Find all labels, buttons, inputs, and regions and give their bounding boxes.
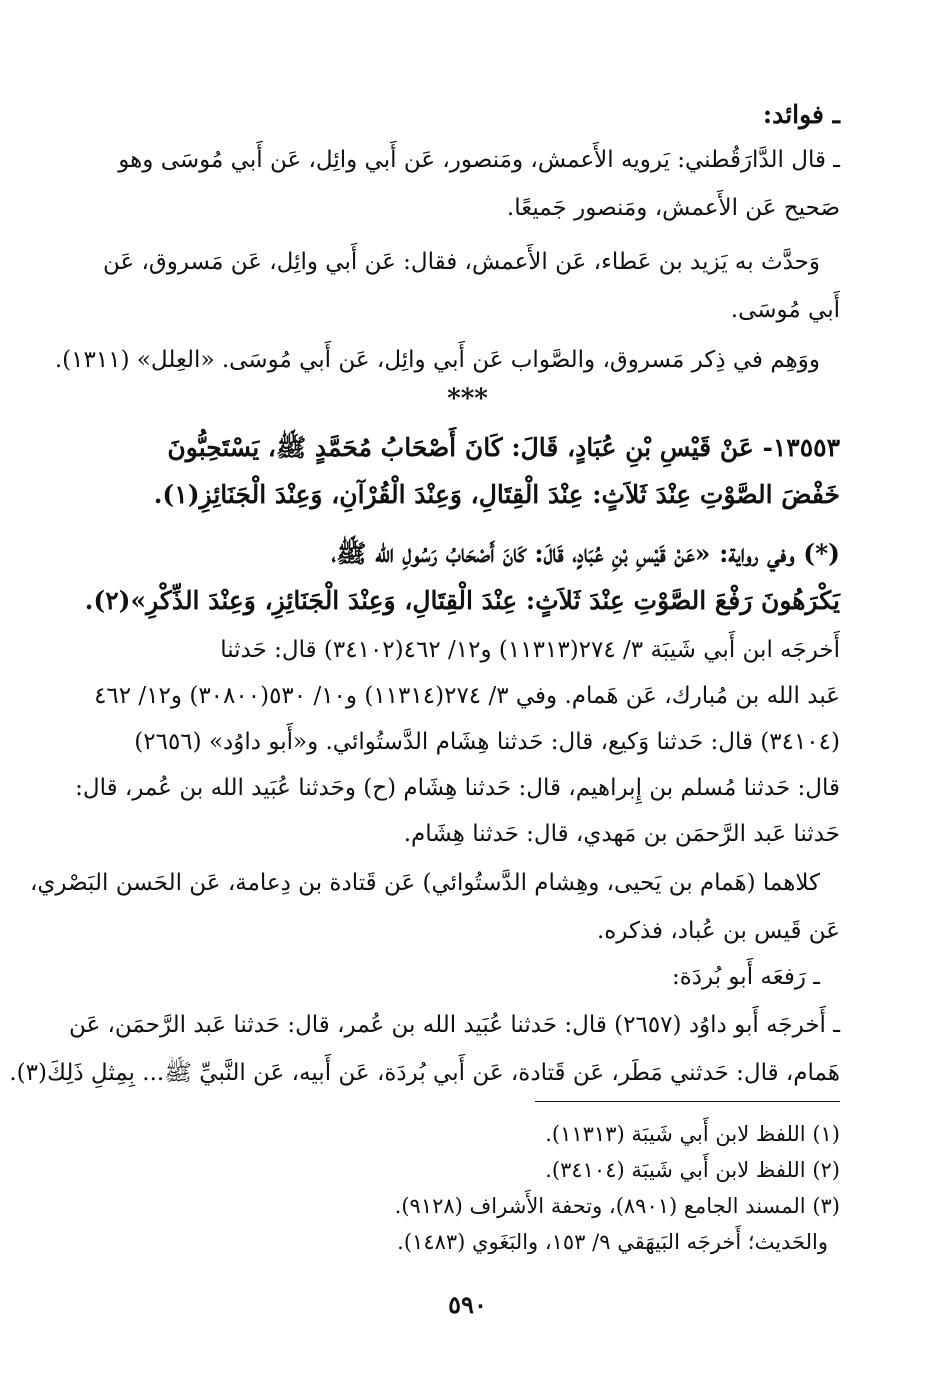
takhrij-line: هَمام، قال: حَدثني مَطَر، عَن قَتادة، عَن أَبي بُردَة، عَن أَبيه، عَن النَّبيِّ ﷺ... بِمِثلِ ذَلِكَ(٣). (9, 1060, 840, 1086)
footnote-divider (535, 1101, 840, 1102)
takhrij-line: كلاهما (هَمام بن يَحيى، وهِشام الدَّستُوائي) عَن قَتادة بن دِعامة، عَن الحَسن البَصْري، (29, 870, 820, 896)
hadith-line: خَفْضَ الصَّوْتِ عِنْدَ ثَلاَثٍ: عِنْدَ الْقِتَالِ، وَعِنْدَ الْقُرْآنِ، وَعِنْدَ الْجَنَائِزِ(١). (153, 480, 840, 509)
footnote: (٢) اللفظ لابن أَبي شَيبَة (٣٤١٠٤). (545, 1158, 840, 1182)
fawaid-line: صَحيح عَن الأَعمش، ومَنصور جَميعًا. (506, 195, 840, 221)
takhrij-line: حَدثنا عَبد الرَّحمَن بن مَهدي، قال: حَدثنا هِشَام. (403, 821, 840, 847)
fawaid-line: ـ قال الدَّارَقُطني: يَرويه الأَعمش، ومَنصور، عَن أَبي وائِل، عَن أَبي مُوسَى وهو (118, 147, 840, 173)
hadith-line: (*) وفي رواية: «عَنْ قَيْسِ بْنِ عُبَادٍ، قَالَ: كَانَ أَصْحَابُ رَسُولِ الله ﷺ، (331, 539, 840, 568)
sub-heading: ـ رَفعَه أَبو بُردَة: (671, 964, 820, 990)
section-separator: *** (447, 384, 488, 414)
page-number: ٥٩٠ (448, 1290, 487, 1319)
footnote: (٣) المسند الجامع (٨٩٠١)، وتحفة الأَشراف (٩١٢٨). (394, 1194, 840, 1218)
fawaid-line: أَبي مُوسَى. (730, 297, 840, 323)
takhrij-line: قال: حَدثنا مُسلم بن إِبراهيم، قال: حَدثنا هِشَام (ح) وحَدثنا عُبَيد الله بن عُمر، قال: (75, 775, 840, 801)
takhrij-line: (٣٤١٠٤) قال: حَدثنا وَكيع، قال: حَدثنا هِشَام الدَّستُوائي. و«أَبو داوُد» (٢٦٥٦) (134, 729, 840, 755)
footnote: والحَديث؛ أَخرجَه البَيهَقي ٩/ ١٥٣، والبَغَوي (١٤٨٣). (397, 1230, 828, 1254)
fawaid-line: وَحدَّث به يَزيد بن عَطاء، عَن الأَعمش، فقال: عَن أَبي وائِل، عَن مَسروق، عَن (102, 249, 820, 275)
footnote: (١) اللفظ لابن أَبي شَيبَة (١١٣١٣). (545, 1122, 840, 1146)
takhrij-line: عَبد الله بن مُبارك، عَن هَمام. وفي ٣/ ٢٧٤(١١٣١٤) و١٠/ ٥٣٠(٣٠٨٠٠) و١٢/ ٤٦٢ (94, 683, 840, 709)
takhrij-line: عَن قَيس بن عُباد، فذكره. (596, 918, 840, 944)
hadith-line: يَكْرَهُونَ رَفْعَ الصَّوْتِ عِنْدَ ثَلاَثٍ: عِنْدَ الْقِتَالِ، وَعِنْدَ الْجَنَائِزِ، وَعِنْدَ الذِّكْرِ»(٢). (84, 586, 840, 615)
fawaid-line: ووَهِم في ذِكر مَسروق، والصَّواب عَن أَبي وائِل، عَن أَبي مُوسَى. «العِلل» (١٣١١). (54, 347, 820, 373)
hadith-line: ١٣٥٥٣- عَنْ قَيْسِ بْنِ عُبَادٍ، قَالَ: كَانَ أَصْحَابُ مُحَمَّدٍ ﷺ، يَسْتَحِبُّونَ (167, 433, 840, 462)
section-heading: ـ فوائد: (762, 100, 840, 129)
takhrij-line: أَخرجَه ابن أَبي شَيبَة ٣/ ٢٧٤(١١٣١٣) و١٢/ ٤٦٢(٣٤١٠٢) قال: حَدثنا (220, 637, 840, 663)
takhrij-line: ـ أَخرجَه أَبو داوُد (٢٦٥٧) قال: حَدثنا عُبَيد الله بن عُمر، قال: حَدثنا عَبد الرَّحمَن، عَن (68, 1012, 840, 1038)
